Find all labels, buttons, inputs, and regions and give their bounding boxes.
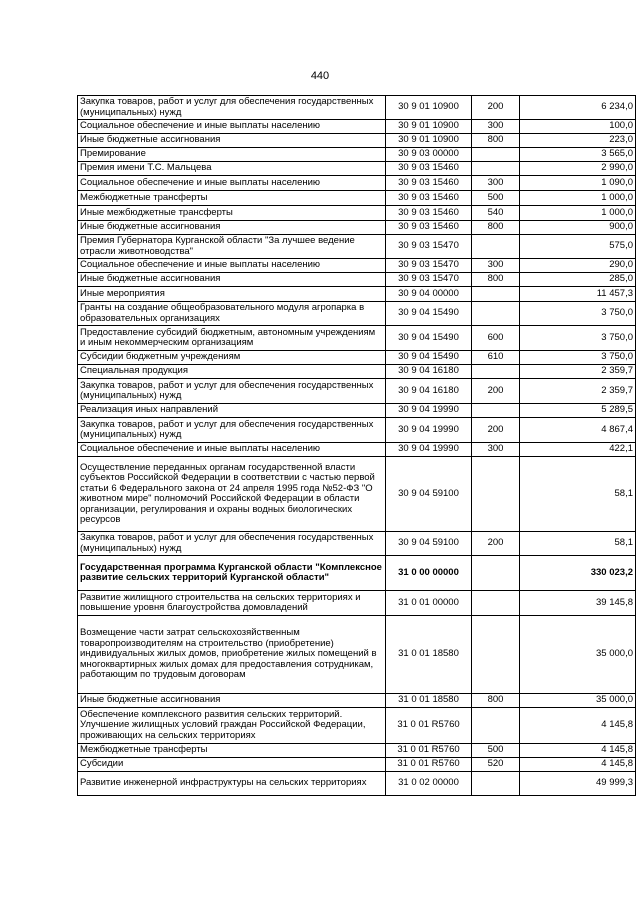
table-row — [78, 418, 636, 443]
table-row — [78, 191, 636, 206]
row-code-cell: 31 0 01 18580 — [386, 616, 472, 694]
row-expense-type-cell: 600 — [472, 326, 520, 351]
table-row — [78, 443, 636, 457]
row-code-cell: 30 9 04 15490 — [386, 302, 472, 326]
row-sum-cell: 39 145,8 — [520, 591, 636, 616]
row-name-cell: Межбюджетные трансферты — [78, 191, 386, 206]
row-name-cell: Иные бюджетные ассигнования — [78, 221, 386, 235]
row-expense-type-cell — [472, 302, 520, 326]
row-sum-cell: 3 565,0 — [520, 148, 636, 162]
row-name-cell: Обеспечение комплексного развития сельских территорий. Улучшение жилищных условий граждан Российской Федерации, проживающих на сельских территориях — [78, 708, 386, 744]
table-row — [78, 259, 636, 273]
row-code-cell: 30 9 03 15470 — [386, 273, 472, 287]
row-expense-type-cell — [472, 708, 520, 744]
row-name-cell: Премия Губернатора Курганской области "За лучшее ведение отрасли животноводства" — [78, 235, 386, 259]
row-name-cell: Премирование — [78, 148, 386, 162]
row-expense-type-cell: 300 — [472, 259, 520, 273]
row-code-cell: 30 9 04 59100 — [386, 532, 472, 556]
row-sum-cell: 58,1 — [520, 532, 636, 556]
row-name-cell: Государственная программа Курганской области "Комплексное развитие сельских территорий Курганской области" — [78, 556, 386, 591]
row-expense-type-cell — [472, 457, 520, 532]
row-sum-cell: 1 000,0 — [520, 191, 636, 206]
row-code-cell: 30 9 01 10900 — [386, 96, 472, 120]
row-name-cell: Социальное обеспечение и иные выплаты населению — [78, 259, 386, 273]
table-row — [78, 287, 636, 302]
row-sum-cell: 49 999,3 — [520, 772, 636, 796]
row-sum-cell: 2 359,7 — [520, 379, 636, 404]
row-code-cell: 30 9 04 19990 — [386, 418, 472, 443]
table-row — [78, 404, 636, 418]
row-sum-cell: 285,0 — [520, 273, 636, 287]
row-sum-cell: 5 289,5 — [520, 404, 636, 418]
table-row — [78, 148, 636, 162]
row-name-cell: Субсидии — [78, 758, 386, 772]
table-row — [78, 162, 636, 176]
page-number: 440 — [310, 70, 330, 82]
row-expense-type-cell: 500 — [472, 744, 520, 758]
row-name-cell: Иные мероприятия — [78, 287, 386, 302]
row-name-cell: Иные бюджетные ассигнования — [78, 273, 386, 287]
row-code-cell: 31 0 01 R5760 — [386, 744, 472, 758]
row-sum-cell: 11 457,3 — [520, 287, 636, 302]
table-row — [78, 120, 636, 134]
row-name-cell: Межбюджетные трансферты — [78, 744, 386, 758]
row-name-cell: Закупка товаров, работ и услуг для обеспечения государственных (муниципальных) нужд — [78, 418, 386, 443]
row-sum-cell: 223,0 — [520, 134, 636, 148]
table-row — [78, 457, 636, 532]
row-sum-cell: 422,1 — [520, 443, 636, 457]
row-expense-type-cell — [472, 772, 520, 796]
row-name-cell: Осуществление переданных органам государственной власти субъектов Российской Федерации в соответствии с частью первой статьи 6 Федерального закона от 24 апреля 1995 года №52-ФЗ "О животном мире" полномочий Российской Федерации в области организации, регулирования и охраны водных биологических ресурсов — [78, 457, 386, 532]
row-code-cell: 31 0 01 R5760 — [386, 708, 472, 744]
row-sum-cell: 3 750,0 — [520, 326, 636, 351]
table-row — [78, 235, 636, 259]
row-code-cell: 30 9 03 15460 — [386, 162, 472, 176]
row-expense-type-cell: 200 — [472, 418, 520, 443]
row-expense-type-cell — [472, 404, 520, 418]
row-code-cell: 30 9 01 10900 — [386, 120, 472, 134]
row-name-cell: Развитие жилищного строительства на сельских территориях и повышение уровня благоустройства домовладений — [78, 591, 386, 616]
row-expense-type-cell: 520 — [472, 758, 520, 772]
row-expense-type-cell — [472, 556, 520, 591]
row-sum-cell: 575,0 — [520, 235, 636, 259]
row-sum-cell: 35 000,0 — [520, 694, 636, 708]
row-expense-type-cell: 200 — [472, 379, 520, 404]
budget-table — [77, 95, 636, 796]
table-row — [78, 273, 636, 287]
row-sum-cell: 3 750,0 — [520, 302, 636, 326]
row-code-cell: 30 9 04 16180 — [386, 365, 472, 379]
row-sum-cell: 1 000,0 — [520, 206, 636, 221]
row-name-cell: Социальное обеспечение и иные выплаты населению — [78, 176, 386, 191]
row-expense-type-cell — [472, 591, 520, 616]
row-name-cell: Реализация иных направлений — [78, 404, 386, 418]
row-code-cell: 31 0 01 18580 — [386, 694, 472, 708]
row-expense-type-cell: 610 — [472, 351, 520, 365]
table-row — [78, 758, 636, 772]
row-expense-type-cell: 300 — [472, 120, 520, 134]
table-row — [78, 206, 636, 221]
row-name-cell: Закупка товаров, работ и услуг для обеспечения государственных (муниципальных) нужд — [78, 379, 386, 404]
row-sum-cell: 290,0 — [520, 259, 636, 273]
row-expense-type-cell — [472, 616, 520, 694]
table-row — [78, 616, 636, 694]
row-sum-cell: 3 750,0 — [520, 351, 636, 365]
table-row — [78, 744, 636, 758]
row-sum-cell: 4 145,8 — [520, 758, 636, 772]
row-code-cell: 30 9 03 15470 — [386, 259, 472, 273]
row-name-cell: Субсидии бюджетным учреждениям — [78, 351, 386, 365]
table-row — [78, 96, 636, 120]
row-code-cell: 30 9 03 15460 — [386, 206, 472, 221]
row-code-cell: 30 9 03 15460 — [386, 176, 472, 191]
row-sum-cell: 330 023,2 — [520, 556, 636, 591]
table-row — [78, 556, 636, 591]
row-code-cell: 31 0 00 00000 — [386, 556, 472, 591]
row-name-cell: Специальная продукция — [78, 365, 386, 379]
row-code-cell: 30 9 04 19990 — [386, 404, 472, 418]
table-row — [78, 379, 636, 404]
table-row — [78, 326, 636, 351]
row-name-cell: Закупка товаров, работ и услуг для обеспечения государственных (муниципальных) нужд — [78, 96, 386, 120]
row-sum-cell: 35 000,0 — [520, 616, 636, 694]
table-row — [78, 591, 636, 616]
row-name-cell: Гранты на создание общеобразовательного модуля агропарка в образовательных организациях — [78, 302, 386, 326]
row-sum-cell: 58,1 — [520, 457, 636, 532]
row-sum-cell: 6 234,0 — [520, 96, 636, 120]
row-expense-type-cell: 540 — [472, 206, 520, 221]
row-expense-type-cell — [472, 235, 520, 259]
row-expense-type-cell — [472, 162, 520, 176]
row-sum-cell: 100,0 — [520, 120, 636, 134]
row-expense-type-cell — [472, 148, 520, 162]
row-sum-cell: 900,0 — [520, 221, 636, 235]
row-expense-type-cell: 500 — [472, 191, 520, 206]
row-name-cell: Предоставление субсидий бюджетным, автономным учреждениям и иным некоммерческим организациям — [78, 326, 386, 351]
row-code-cell: 30 9 01 10900 — [386, 134, 472, 148]
row-sum-cell: 4 867,4 — [520, 418, 636, 443]
row-expense-type-cell: 200 — [472, 96, 520, 120]
row-expense-type-cell: 300 — [472, 443, 520, 457]
row-code-cell: 30 9 03 00000 — [386, 148, 472, 162]
table-row — [78, 694, 636, 708]
row-expense-type-cell: 200 — [472, 532, 520, 556]
row-name-cell: Премия имени Т.С. Мальцева — [78, 162, 386, 176]
row-sum-cell: 2 990,0 — [520, 162, 636, 176]
table-row — [78, 134, 636, 148]
row-sum-cell: 2 359,7 — [520, 365, 636, 379]
row-name-cell: Социальное обеспечение и иные выплаты населению — [78, 443, 386, 457]
row-expense-type-cell: 800 — [472, 134, 520, 148]
row-code-cell: 31 0 02 00000 — [386, 772, 472, 796]
row-sum-cell: 1 090,0 — [520, 176, 636, 191]
row-code-cell: 30 9 03 15460 — [386, 221, 472, 235]
row-code-cell: 31 0 01 R5760 — [386, 758, 472, 772]
row-code-cell: 30 9 03 15460 — [386, 191, 472, 206]
row-expense-type-cell: 800 — [472, 273, 520, 287]
row-expense-type-cell: 800 — [472, 221, 520, 235]
table-row — [78, 532, 636, 556]
table-row — [78, 365, 636, 379]
row-code-cell: 30 9 04 15490 — [386, 351, 472, 365]
row-expense-type-cell: 800 — [472, 694, 520, 708]
table-row — [78, 351, 636, 365]
row-name-cell: Иные бюджетные ассигнования — [78, 694, 386, 708]
row-code-cell: 30 9 03 15470 — [386, 235, 472, 259]
row-name-cell: Закупка товаров, работ и услуг для обеспечения государственных (муниципальных) нужд — [78, 532, 386, 556]
row-name-cell: Социальное обеспечение и иные выплаты населению — [78, 120, 386, 134]
row-sum-cell: 4 145,8 — [520, 744, 636, 758]
table-row — [78, 176, 636, 191]
table-row — [78, 221, 636, 235]
table-row — [78, 708, 636, 744]
row-name-cell: Возмещение части затрат сельскохозяйственным товаропроизводителям на строительство (приобретение) индивидуальных жилых домов, приобретение жилых помещений в многоквартирных жилых домах для предоставления сотрудникам, работающим по трудовым договорам — [78, 616, 386, 694]
row-name-cell: Иные межбюджетные трансферты — [78, 206, 386, 221]
row-code-cell: 30 9 04 16180 — [386, 379, 472, 404]
budget-rows — [78, 96, 636, 796]
row-expense-type-cell: 300 — [472, 176, 520, 191]
row-expense-type-cell — [472, 287, 520, 302]
table-row — [78, 302, 636, 326]
row-code-cell: 30 9 04 19990 — [386, 443, 472, 457]
row-code-cell: 30 9 04 00000 — [386, 287, 472, 302]
row-code-cell: 30 9 04 15490 — [386, 326, 472, 351]
table-row — [78, 772, 636, 796]
row-sum-cell: 4 145,8 — [520, 708, 636, 744]
row-code-cell: 30 9 04 59100 — [386, 457, 472, 532]
row-code-cell: 31 0 01 00000 — [386, 591, 472, 616]
row-name-cell: Развитие инженерной инфраструктуры на сельских территориях — [78, 772, 386, 796]
row-expense-type-cell — [472, 365, 520, 379]
row-name-cell: Иные бюджетные ассигнования — [78, 134, 386, 148]
